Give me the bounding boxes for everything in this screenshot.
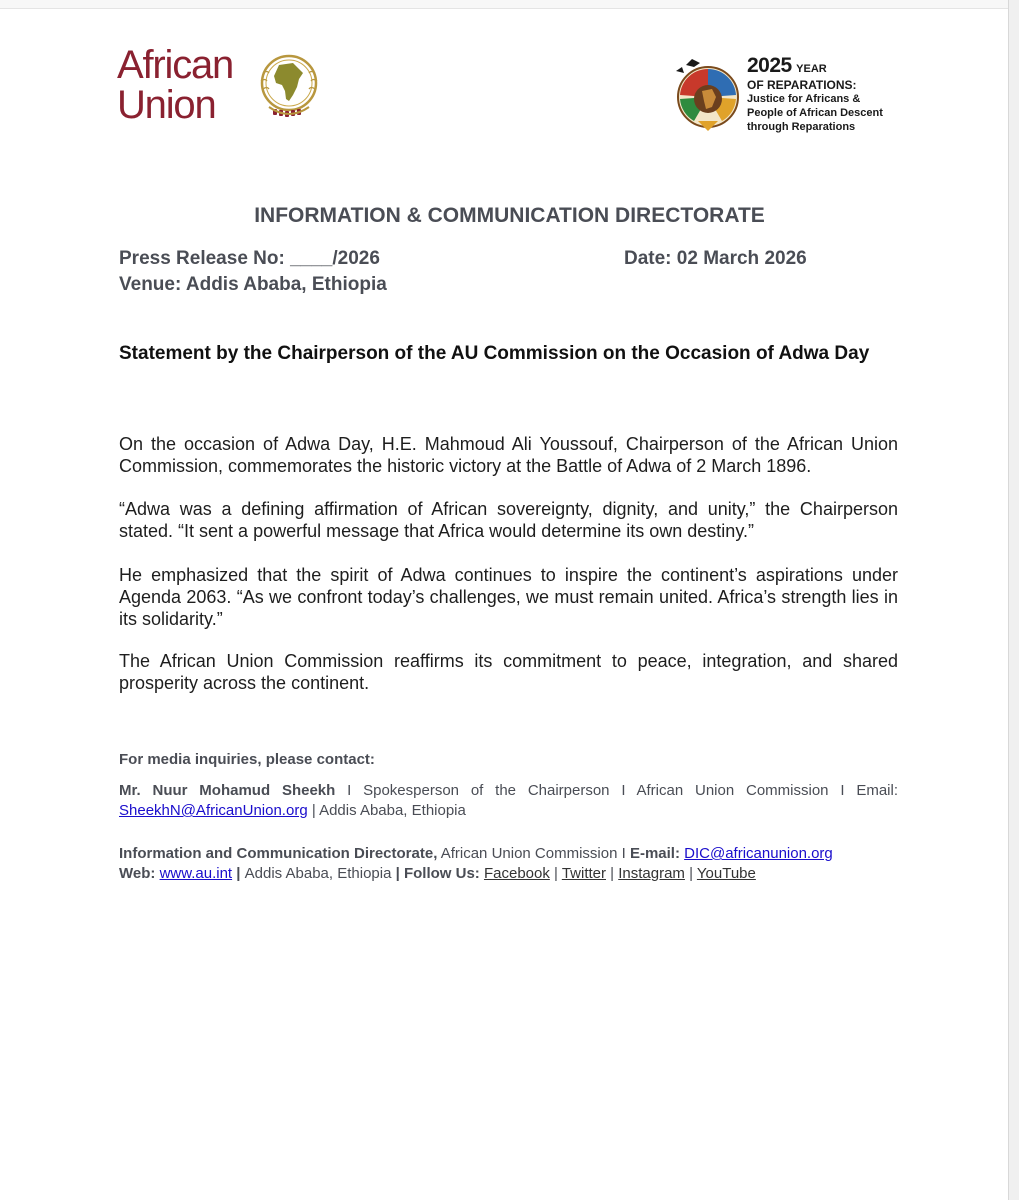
page-top-edge (0, 0, 1009, 9)
press-release-number: Press Release No: ____/2026 (119, 248, 380, 269)
au-logo-text (117, 45, 233, 125)
website-link[interactable]: www.au.int (159, 865, 233, 882)
separator: | (549, 865, 562, 882)
separator: | (684, 865, 697, 882)
spokesperson-role: I Spokesperson of the Chairperson I African Union Commission I Email: (335, 782, 898, 799)
directorate-location: Addis Ababa, Ethiopia (244, 865, 392, 882)
african-union-emblem-icon (255, 51, 323, 123)
spokesperson-email-link[interactable]: SheekhN@AfricanUnion.org (119, 802, 308, 819)
twitter-link[interactable]: Twitter (561, 865, 606, 882)
year-of-reparations-text (747, 54, 917, 134)
spokesperson-name: Mr. Nuur Mohamud Sheekh (119, 782, 336, 799)
body-paragraph: “Adwa was a defining affirmation of African sovereignty, dignity, and unity,” the Chairperson stated. “It sent a powerful message that Africa would determine its own destiny.” (119, 499, 898, 541)
yor-of-reparations: OF REPARATIONS: (747, 78, 857, 92)
spokesperson-contact (119, 781, 898, 821)
page-right-edge (1008, 0, 1019, 1200)
separator: | (232, 865, 245, 882)
yor-year-suffix: YEAR (796, 63, 827, 75)
yor-line1: Justice for Africans & (747, 93, 861, 105)
au-logo-line2: Union (117, 83, 216, 127)
body-paragraph: On the occasion of Adwa Day, H.E. Mahmoud Ali Youssouf, Chairperson of the African Union Commission, commemorates the historic victory at the Battle of Adwa of 2 March 1896. (119, 434, 898, 476)
media-inquiries-heading: For media inquiries, please contact: (119, 751, 375, 768)
youtube-link[interactable]: YouTube (696, 865, 756, 882)
body-paragraph: The African Union Commission reaffirms its commitment to peace, integration, and shared prosperity across the continent. (119, 651, 898, 693)
spokesperson-location: | Addis Ababa, Ethiopia (307, 802, 466, 819)
body-paragraph: He emphasized that the spirit of Adwa continues to inspire the continent’s aspirations under Agenda 2063. “As we confront today’s challenges, we must remain united. Africa’s strength lies in its solidarity.” (119, 565, 898, 629)
directorate-contact (119, 844, 898, 884)
directorate-title: INFORMATION & COMMUNICATION DIRECTORATE (254, 204, 765, 227)
directorate-name: Information and Communication Directorate, (119, 845, 438, 862)
yor-year: 2025 (747, 54, 792, 77)
directorate-org: African Union Commission I (437, 845, 630, 862)
yor-line2: People of African Descent (747, 107, 883, 119)
separator: | (606, 865, 619, 882)
yor-line3: through Reparations (747, 121, 856, 133)
email-label: E-mail: (629, 845, 680, 862)
web-label: Web: (119, 865, 156, 882)
follow-us-label: | Follow Us: (391, 865, 480, 882)
directorate-email-link[interactable]: DIC@africanunion.org (684, 845, 833, 862)
press-release-date: Date: 02 March 2026 (624, 248, 807, 269)
statement-headline: Statement by the Chairperson of the AU Commission on the Occasion of Adwa Day (119, 343, 870, 364)
year-of-reparations-logo (672, 55, 912, 135)
year-of-reparations-emblem-icon (672, 55, 744, 133)
facebook-link[interactable]: Facebook (483, 865, 550, 882)
instagram-link[interactable]: Instagram (618, 865, 685, 882)
african-union-logo (117, 45, 327, 125)
press-release-venue: Venue: Addis Ababa, Ethiopia (119, 274, 387, 295)
au-logo-line1: African (117, 43, 234, 87)
